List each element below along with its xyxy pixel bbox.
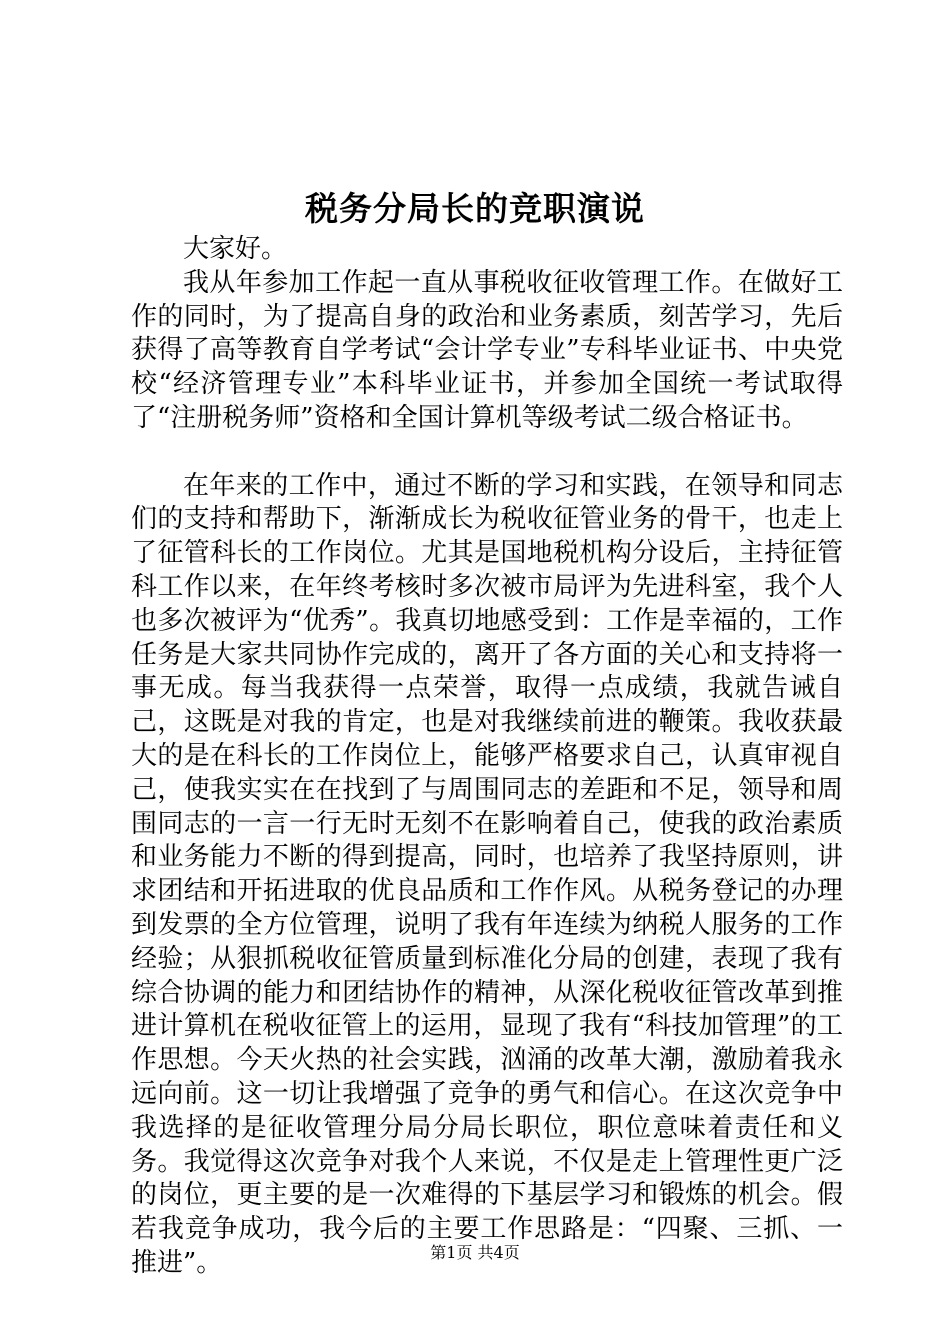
document-title: 税务分局长的竞职演说 <box>305 189 645 228</box>
paragraph-experience: 在年来的工作中，通过不断的学习和实践，在领导和同志们的支持和帮助下，渐渐成长为税收征管业务的骨干，也走上了征管科长的工作岗位。尤其是国地税机构分设后，主持征管科工作以来，在年终考核时多次被市局评为先进科室，我个人也多次被评为“优秀”。我真切地感受到：工作是幸福的，工作任务是大家共同协作完成的，离开了各方面的关心和支持将一事无成。每当我获得一点荣誉，取得一点成绩，我就告诫自己，这既是对我的肯定，也是对我继续前进的鞭策。我收获最大的是在科长的工作岗位上，能够严格要求自己，认真审视自己，使我实实在在找到了与周围同志的差距和不足，领导和周围同志的一言一行无时无刻不在影响着自己，使我的政治素质和业务能力不断的得到提高，同时，也培养了我坚持原则，讲求团结和开拓进取的优良品质和工作作风。从税务登记的办理到发票的全方位管理，说明了我有年连续为纳税人服务的工作经验；从狠抓税收征管质量到标准化分局的创建，表现了我有综合协调的能力和团结协作的精神，从深化税收征管改革到推进计算机在税收征管上的运用，显现了我有“科技加管理”的工作思想。今天火热的社会实践，汹涌的改革大潮，激励着我永远向前。这一切让我增强了竞争的勇气和信心。在这次竞争中我选择的是征收管理分局分局长职位，职位意味着责任和义务。我觉得这次竞争对我个人来说，不仅是走上管理性更广泛的岗位，更主要的是一次难得的下基层学习和锻炼的机会。假若我竞争成功，我今后的主要工作思路是：“四聚、三抓、一推进”。 <box>131 470 843 1278</box>
paragraph-greeting: 大家好。 <box>183 234 288 264</box>
document-body <box>131 233 843 1281</box>
page-footer: 第1页 共4页 <box>430 1243 520 1262</box>
paragraph-background: 我从年参加工作起一直从事税收征收管理工作。在做好工作的同时，为了提高自身的政治和业务素质，刻苦学习，先后获得了高等教育自学考试“会计学专业”专科毕业证书、中央党校“经济管理专业”本科毕业证书，并参加全国统一考试取得了“注册税务师”资格和全国计算机等级考试二级合格证书。 <box>131 267 843 433</box>
